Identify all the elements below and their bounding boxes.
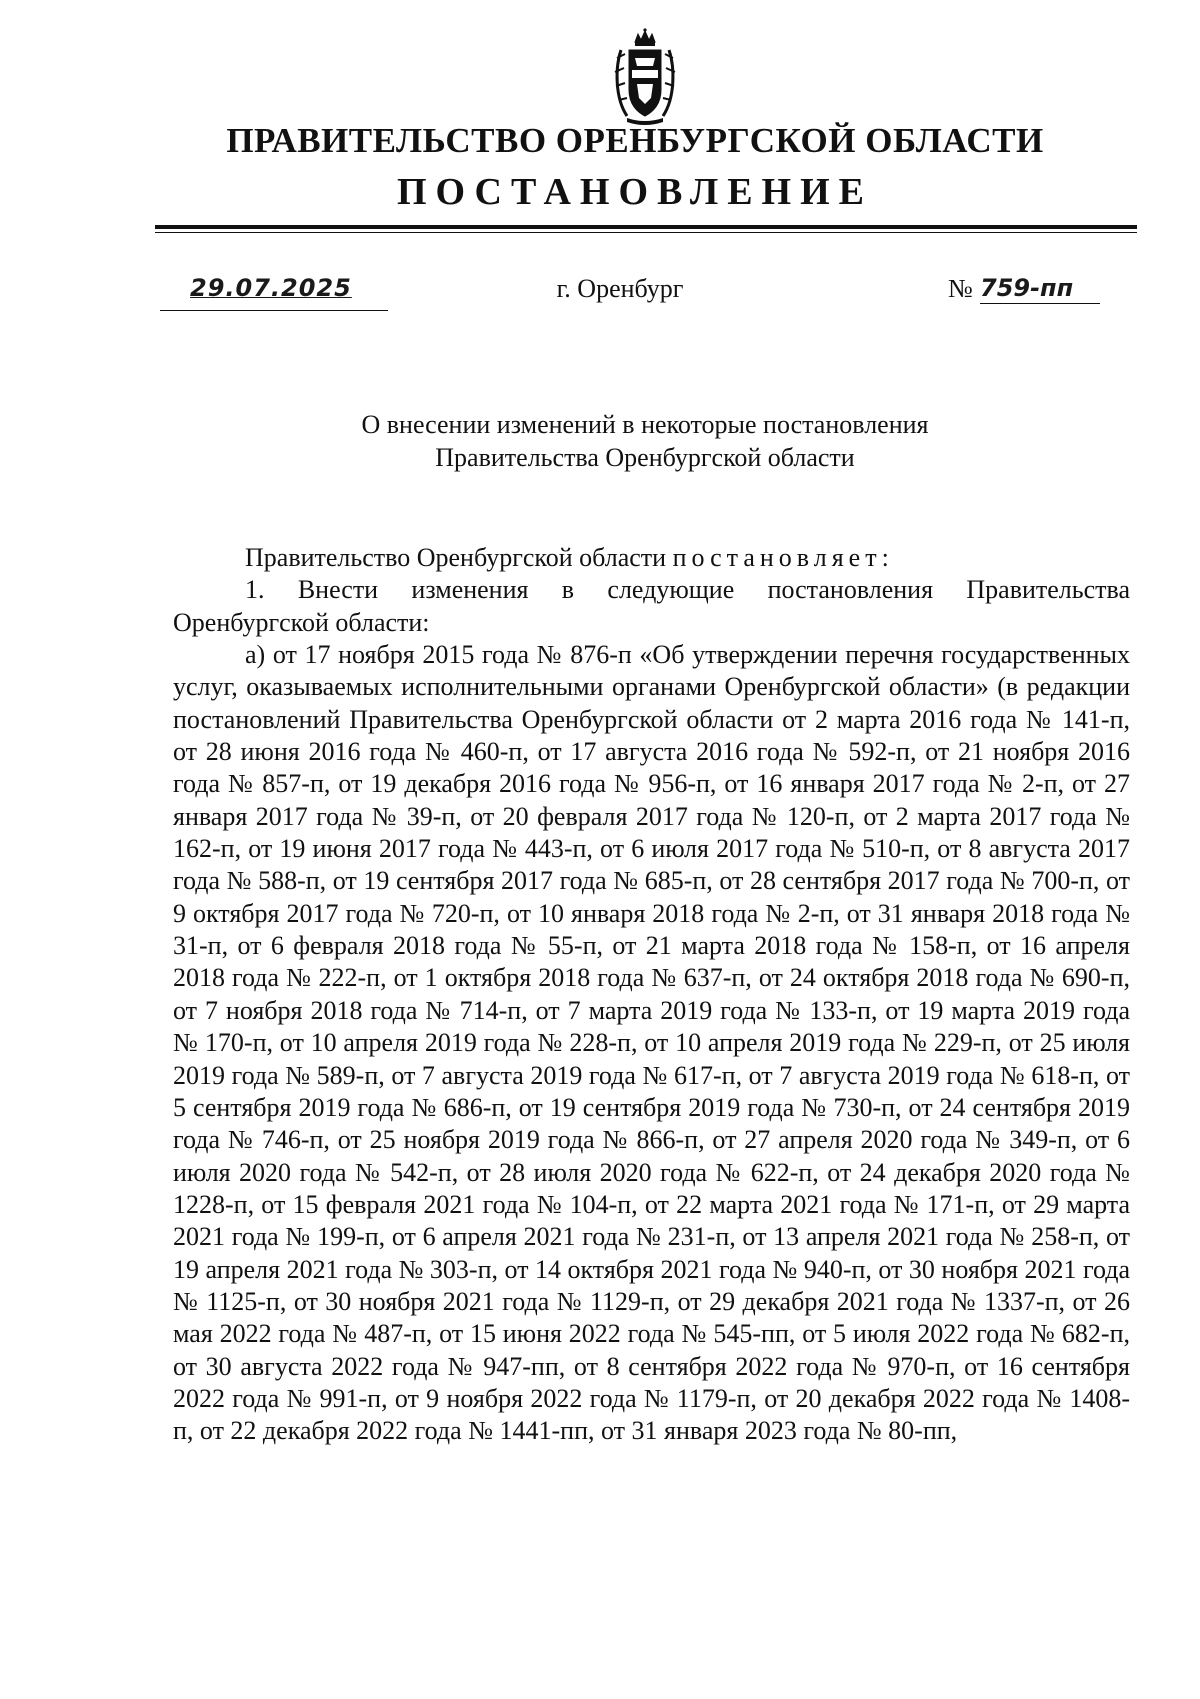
number-sign: № <box>948 274 973 303</box>
handwritten-number: 759-пп <box>980 274 1100 304</box>
subject-line-1: О внесении изменений в некоторые постановления <box>361 410 929 439</box>
preamble-paragraph <box>173 542 1130 574</box>
document-body <box>173 542 1130 1448</box>
subject-line-2: Правительства Оренбургской области <box>435 443 855 472</box>
handwritten-date: 29.07.2025 <box>190 274 352 302</box>
item-1a-paragraph: а) от 17 ноября 2015 года № 876-п «Об утверждении перечня государственных услуг, оказываемых исполнительными органами Оренбургской области» (в редакции постановлений Правительства Оренбургской области от 2 марта 2016 года № 141-п, от 28 июня 2016 года № 460-п, от 17 августа 2016 года № 592-п, от 21 ноября 2016 года № 857-п, от 19 декабря 2016 года № 956-п, от 16 января 2017 года № 2-п, от 27 января 2017 года № 39-п, от 20 февраля 2017 года № 120-п, от 2 марта 2017 года № 162-п, от 19 июня 2017 года № 443-п, от 6 июля 2017 года № 510-п, от 8 августа 2017 года № 588-п, от 19 сентября 2017 года № 685-п, от 28 сентября 2017 года № 700-п, от 9 октября 2017 года № 720-п, от 10 января 2018 года № 2-п, от 31 января 2018 года № 31-п, от 6 февраля 2018 года № 55-п, от 21 марта 2018 года № 158-п, от 16 апреля 2018 года № 222-п, от 1 октября 2018 года № 637-п, от 24 октября 2018 года № 690-п, от 7 ноября 2018 года № 714-п, от 7 марта 2019 года № 133-п, от 19 марта 2019 года № 170-п, от 10 апреля 2019 года № 228-п, от 10 апреля 2019 года № 229-п, от 25 июля 2019 года № 589-п, от 7 августа 2019 года № 617-п, от 7 августа 2019 года № 618-п, от 5 сентября 2019 года № 686-п, от 19 сентября 2019 года № 730-п, от 24 сентября 2019 года № 746-п, от 25 ноября 2019 года № 866-п, от 27 апреля 2020 года № 349-п, от 6 июля 2020 года № 542-п, от 28 июля 2020 года № 622-п, от 24 декабря 2020 года № 1228-п, от 15 февраля 2021 года № 104-п, от 22 марта 2021 года № 171-п, от 29 марта 2021 года № 199-п, от 6 апреля 2021 года № 231-п, от 13 апреля 2021 года № 258-п, от 19 апреля 2021 года № 303-п, от 14 октября 2021 года № 940-п, от 30 ноября 2021 года № 1125-п, от 30 ноября 2021 года № 1129-п, от 29 декабря 2021 года № 1337-п, от 26 мая 2022 года № 487-п, от 15 июня 2022 года № 545-пп, от 5 июля 2022 года № 682-п, от 30 августа 2022 года № 947-пп, от 8 сентября 2022 года № 970-п, от 16 сентября 2022 года № 991-п, от 9 ноября 2022 года № 1179-п, от 20 декабря 2022 года № 1408-п, от 22 декабря 2022 года № 1441-пп, от 31 января 2023 года № 80-пп, <box>173 640 1131 1446</box>
organization-title: ПРАВИТЕЛЬСТВО ОРЕНБУРГСКОЙ ОБЛАСТИ <box>226 121 1044 160</box>
header-divider-thick <box>155 225 1137 229</box>
preamble-subject: Правительство Оренбургской области <box>245 543 667 572</box>
city-label: г. Оренбург <box>556 274 684 303</box>
document-type-heading: ПОСТАНОВЛЕНИЕ <box>396 171 874 213</box>
document-subject <box>0 408 1200 474</box>
coat-of-arms-emblem <box>605 28 685 128</box>
header-divider-thin <box>155 232 1137 233</box>
item-1-paragraph: 1. Внести изменения в следующие постановления Правительства Оренбургской области: <box>173 575 1130 637</box>
preamble-verb: постановляет: <box>672 543 894 572</box>
